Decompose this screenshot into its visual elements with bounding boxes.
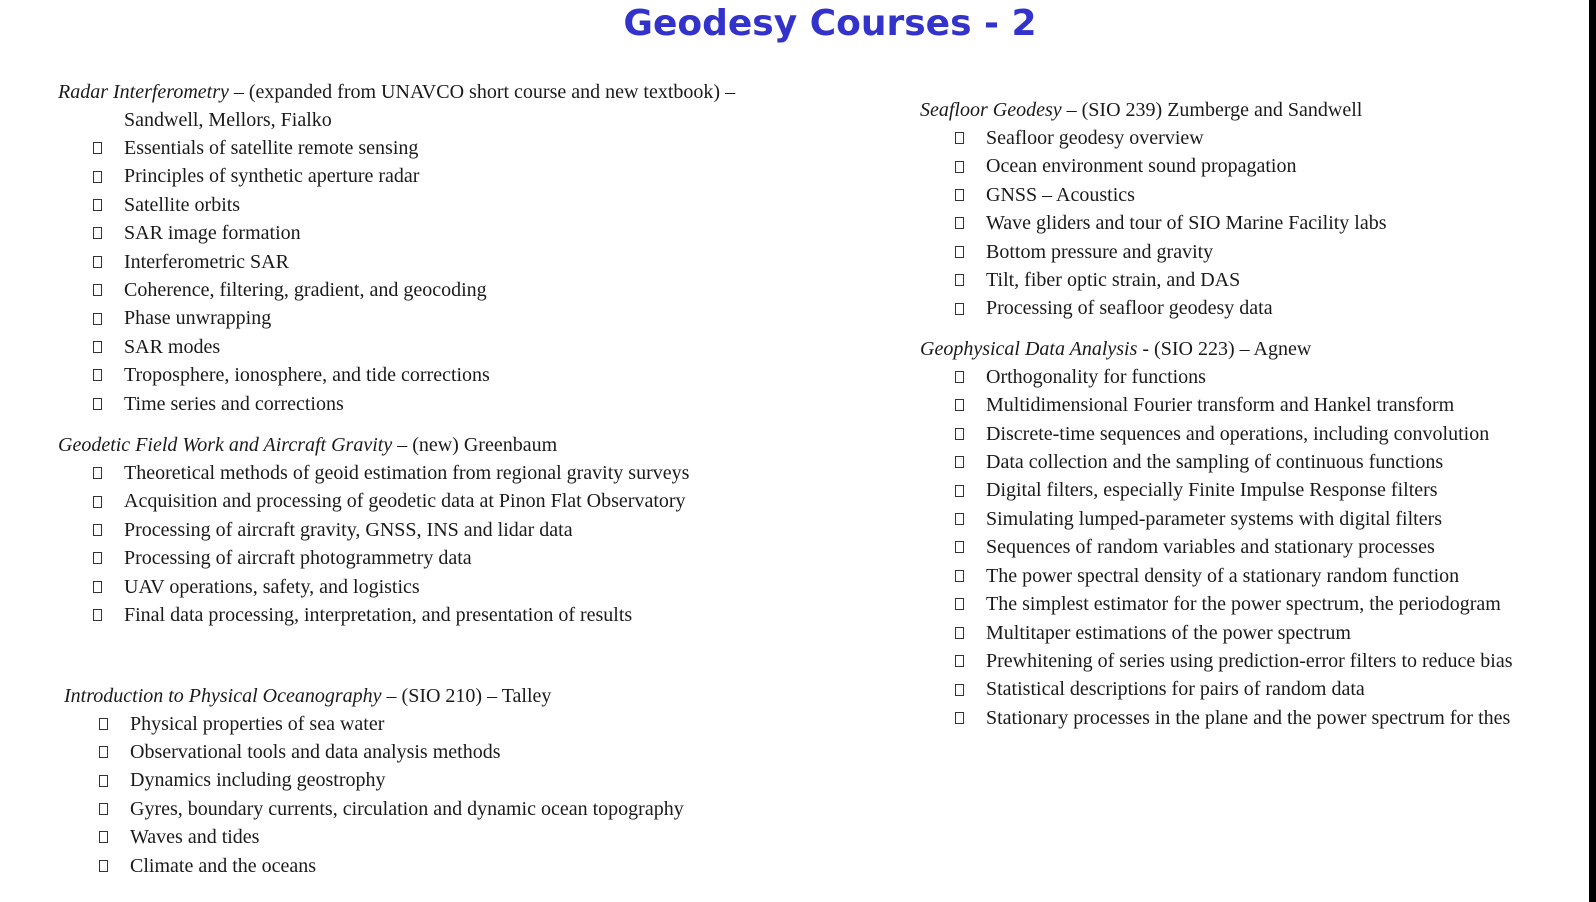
checkbox-bullet-icon xyxy=(93,199,102,211)
checkbox-bullet-icon xyxy=(99,775,108,787)
topic-text: Multidimensional Fourier transform and Hankel transform xyxy=(986,394,1455,417)
checkbox-bullet-icon xyxy=(955,541,964,553)
checkbox-bullet-icon xyxy=(955,132,964,144)
topic-text: Tilt, fiber optic strain, and DAS xyxy=(986,269,1241,292)
topic-text: Physical properties of sea water xyxy=(130,712,385,735)
list-item xyxy=(58,390,858,418)
list-item xyxy=(920,675,1589,703)
list-item xyxy=(58,191,858,219)
list-item xyxy=(58,162,858,190)
checkbox-bullet-icon xyxy=(93,524,102,536)
list-item xyxy=(920,619,1589,647)
topic-text: Processing of aircraft gravity, GNSS, INS and lidar data xyxy=(124,518,573,541)
list-item xyxy=(920,505,1589,533)
topic-text: Wave gliders and tour of SIO Marine Facility labs xyxy=(986,212,1387,235)
course-geodetic-field-work xyxy=(58,431,858,629)
topic-text: Seafloor geodesy overview xyxy=(986,127,1204,149)
course-heading xyxy=(64,682,858,710)
list-item xyxy=(58,459,858,487)
course-radar-interferometry xyxy=(58,78,858,418)
topic-text: SAR image formation xyxy=(124,222,301,245)
topic-text: Gyres, boundary currents, circulation and dynamic ocean topography xyxy=(130,797,684,820)
left-column xyxy=(58,78,858,880)
topic-text: Phase unwrapping xyxy=(124,307,272,330)
list-item xyxy=(64,738,858,766)
checkbox-bullet-icon xyxy=(93,171,102,183)
checkbox-bullet-icon xyxy=(955,485,964,497)
list-item xyxy=(920,209,1589,237)
topic-text: Troposphere, ionosphere, and tide corrections xyxy=(124,364,490,387)
topic-text: Processing of seafloor geodesy data xyxy=(986,297,1273,320)
checkbox-bullet-icon xyxy=(93,256,102,268)
topic-text: The power spectral density of a stationary random function xyxy=(986,564,1460,587)
topic-list xyxy=(64,710,858,880)
checkbox-bullet-icon xyxy=(99,718,108,730)
topic-text: Digital filters, especially Finite Impulse Response filters xyxy=(986,479,1438,502)
checkbox-bullet-icon xyxy=(93,341,102,353)
list-item xyxy=(58,248,858,276)
topic-text: Essentials of satellite remote sensing xyxy=(124,137,419,159)
topic-text: Acquisition and processing of geodetic data at Pinon Flat Observatory xyxy=(124,490,686,513)
checkbox-bullet-icon xyxy=(955,189,964,201)
checkbox-bullet-icon xyxy=(93,467,102,479)
checkbox-bullet-icon xyxy=(955,371,964,383)
checkbox-bullet-icon xyxy=(93,227,102,239)
page-title: Geodesy Courses - 2 xyxy=(623,3,1037,44)
course-name: Introduction to Physical Oceanography xyxy=(64,684,382,707)
course-name: Seafloor Geodesy xyxy=(920,99,1062,121)
right-column xyxy=(920,96,1589,732)
list-item xyxy=(58,333,858,361)
list-item xyxy=(920,363,1589,391)
course-heading xyxy=(920,96,1589,124)
list-item xyxy=(58,516,858,544)
topic-list xyxy=(58,459,858,629)
topic-text: Time series and corrections xyxy=(124,392,344,415)
list-item xyxy=(920,181,1589,209)
list-item xyxy=(64,795,858,823)
topic-text: Theoretical methods of geoid estimation from regional gravity surveys xyxy=(124,462,690,485)
checkbox-bullet-icon xyxy=(955,684,964,696)
list-item xyxy=(64,710,858,738)
topic-list xyxy=(920,124,1589,323)
list-item xyxy=(920,420,1589,448)
course-geophysical-data-analysis xyxy=(920,335,1589,732)
topic-text: Observational tools and data analysis methods xyxy=(130,740,501,763)
checkbox-bullet-icon xyxy=(99,860,108,872)
list-item xyxy=(920,266,1589,294)
topic-list xyxy=(920,363,1589,732)
checkbox-bullet-icon xyxy=(93,284,102,296)
list-item xyxy=(920,533,1589,561)
list-item xyxy=(58,134,858,162)
topic-text: Prewhitening of series using prediction-error filters to reduce bias xyxy=(986,649,1513,672)
list-item xyxy=(920,647,1589,675)
edge-bar xyxy=(1589,0,1596,902)
topic-text: Principles of synthetic aperture radar xyxy=(124,165,420,188)
topic-text: Waves and tides xyxy=(130,826,260,849)
checkbox-bullet-icon xyxy=(955,428,964,440)
checkbox-bullet-icon xyxy=(955,598,964,610)
topic-text: Satellite orbits xyxy=(124,193,241,216)
list-item xyxy=(58,573,858,601)
checkbox-bullet-icon xyxy=(93,142,102,154)
topic-text: UAV operations, safety, and logistics xyxy=(124,575,420,598)
topic-text: Dynamics including geostrophy xyxy=(130,769,386,792)
topic-text: Coherence, filtering, gradient, and geocoding xyxy=(124,279,487,302)
course-detail: – (new) Greenbaum xyxy=(392,434,558,457)
topic-text: Multitaper estimations of the power spectrum xyxy=(986,621,1351,644)
checkbox-bullet-icon xyxy=(955,303,964,315)
topic-text: Stationary processes in the plane and the power spectrum for thes xyxy=(986,706,1511,729)
checkbox-bullet-icon xyxy=(955,513,964,525)
topic-text: Orthogonality for functions xyxy=(986,365,1206,388)
checkbox-bullet-icon xyxy=(93,552,102,564)
topic-text: Ocean environment sound propagation xyxy=(986,155,1297,178)
checkbox-bullet-icon xyxy=(955,399,964,411)
topic-text: SAR modes xyxy=(124,335,221,358)
checkbox-bullet-icon xyxy=(955,712,964,724)
topic-text: Statistical descriptions for pairs of random data xyxy=(986,678,1365,701)
course-heading xyxy=(920,335,1589,363)
course-name: Radar Interferometry xyxy=(58,81,229,103)
topic-text: Data collection and the sampling of continuous functions xyxy=(986,451,1444,474)
course-heading xyxy=(58,78,858,134)
list-item xyxy=(920,391,1589,419)
checkbox-bullet-icon xyxy=(99,803,108,815)
list-item xyxy=(920,590,1589,618)
checkbox-bullet-icon xyxy=(955,217,964,229)
topic-text: Bottom pressure and gravity xyxy=(986,240,1214,263)
course-heading xyxy=(58,431,858,459)
course-name: Geodetic Field Work and Aircraft Gravity xyxy=(58,434,393,457)
course-detail: - (SIO 223) – Agnew xyxy=(1137,337,1312,360)
list-item xyxy=(920,704,1589,732)
checkbox-bullet-icon xyxy=(93,398,102,410)
list-item xyxy=(58,544,858,572)
checkbox-bullet-icon xyxy=(93,313,102,325)
list-item xyxy=(920,448,1589,476)
checkbox-bullet-icon xyxy=(99,746,108,758)
topic-text: Final data processing, interpretation, and presentation of results xyxy=(124,604,633,627)
topic-text: The simplest estimator for the power spectrum, the periodogram xyxy=(986,593,1501,616)
course-detail: – (SIO 239) Zumberge and Sandwell xyxy=(1061,99,1363,121)
topic-text: Climate and the oceans xyxy=(130,854,317,877)
checkbox-bullet-icon xyxy=(93,609,102,621)
checkbox-bullet-icon xyxy=(955,274,964,286)
list-item xyxy=(920,152,1589,180)
list-item xyxy=(920,294,1589,322)
list-item xyxy=(64,852,858,880)
list-item xyxy=(920,238,1589,266)
checkbox-bullet-icon xyxy=(955,655,964,667)
checkbox-bullet-icon xyxy=(955,570,964,582)
checkbox-bullet-icon xyxy=(93,496,102,508)
list-item xyxy=(58,304,858,332)
checkbox-bullet-icon xyxy=(955,161,964,173)
course-detail-continued: Sandwell, Mellors, Fialko xyxy=(124,109,332,131)
topic-text: Processing of aircraft photogrammetry data xyxy=(124,547,472,570)
list-item xyxy=(64,766,858,794)
list-item xyxy=(58,487,858,515)
list-item xyxy=(920,562,1589,590)
topic-text: Sequences of random variables and stationary processes xyxy=(986,536,1435,559)
course-seafloor-geodesy xyxy=(920,96,1589,323)
topic-text: Discrete-time sequences and operations, including convolution xyxy=(986,422,1490,445)
checkbox-bullet-icon xyxy=(93,581,102,593)
list-item xyxy=(58,276,858,304)
list-item xyxy=(64,823,858,851)
checkbox-bullet-icon xyxy=(99,831,108,843)
course-detail: – (expanded from UNAVCO short course and new textbook) – xyxy=(228,81,736,103)
list-item xyxy=(58,219,858,247)
list-item xyxy=(58,601,858,629)
course-name: Geophysical Data Analysis xyxy=(920,337,1138,360)
course-detail: – (SIO 210) – Talley xyxy=(381,684,552,707)
list-item xyxy=(920,476,1589,504)
topic-text: Simulating lumped-parameter systems with digital filters xyxy=(986,507,1443,530)
list-item xyxy=(58,361,858,389)
course-physical-oceanography xyxy=(58,682,858,880)
checkbox-bullet-icon xyxy=(955,627,964,639)
checkbox-bullet-icon xyxy=(955,456,964,468)
checkbox-bullet-icon xyxy=(93,369,102,381)
list-item xyxy=(920,124,1589,152)
topic-text: Interferometric SAR xyxy=(124,250,289,273)
topic-list xyxy=(58,134,858,418)
topic-text: GNSS – Acoustics xyxy=(986,183,1135,206)
checkbox-bullet-icon xyxy=(955,246,964,258)
